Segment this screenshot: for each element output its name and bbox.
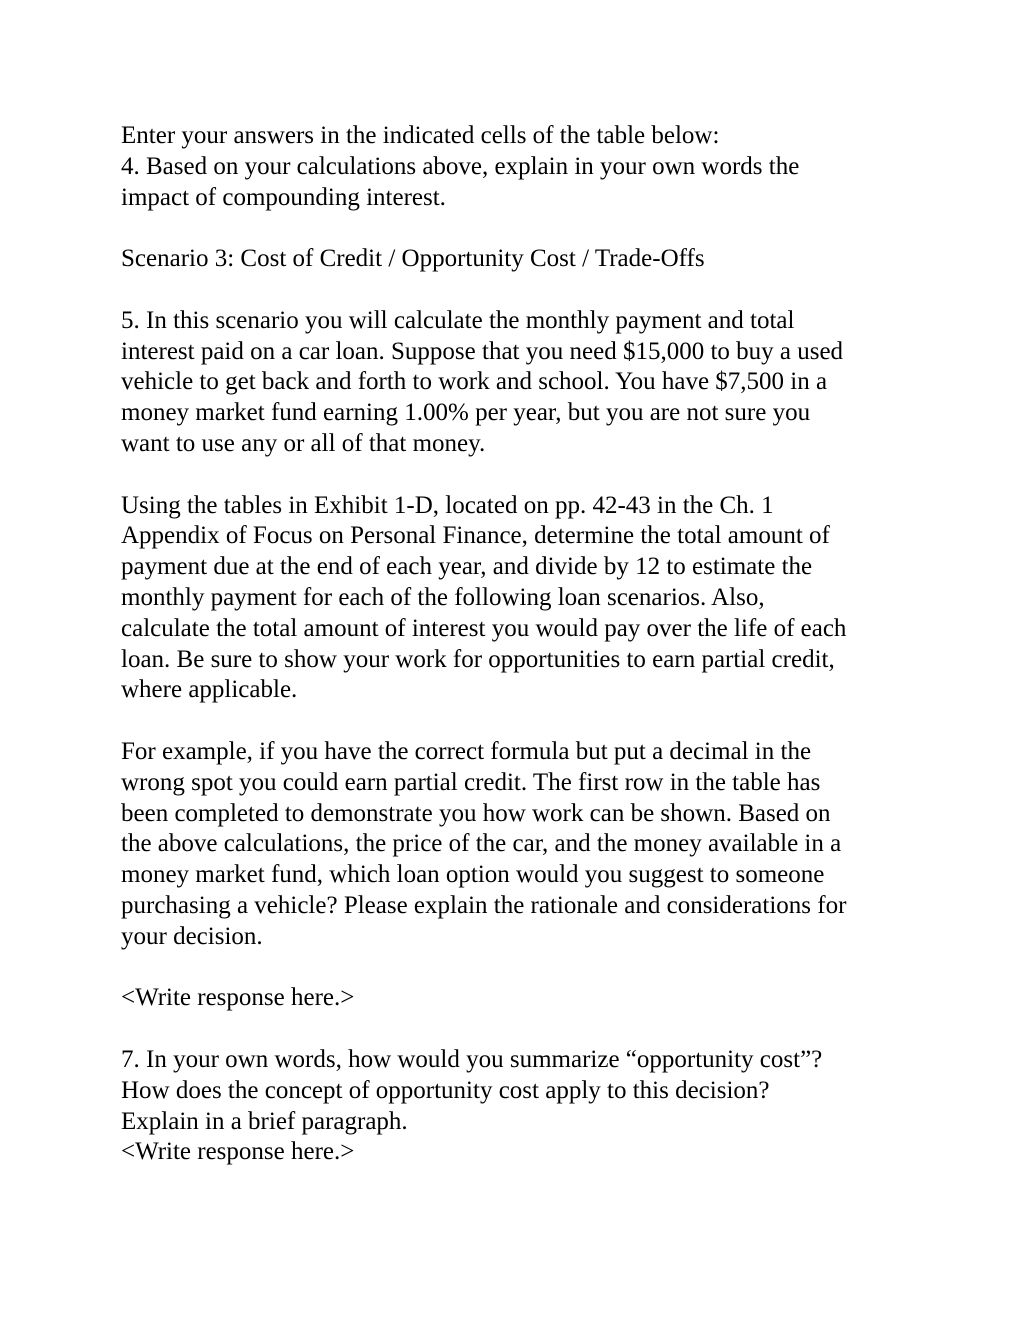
text-line: Using the tables in Exhibit 1-D, located on pp. 42-43 in the Ch. 1 bbox=[121, 491, 774, 519]
text-line: purchasing a vehicle? Please explain the rationale and considerations for bbox=[121, 891, 847, 919]
paragraph-gap bbox=[121, 213, 911, 244]
text-line: <Write response here.> bbox=[121, 984, 355, 1012]
text-line: For example, if you have the correct formula but put a decimal in the bbox=[121, 737, 812, 765]
text-line: vehicle to get back and forth to work and school. You have $7,500 in a bbox=[121, 368, 828, 396]
text-line: impact of compounding interest. bbox=[121, 183, 446, 211]
paragraph-gap bbox=[121, 275, 911, 306]
text-line: payment due at the end of each year, and divide by 12 to estimate the bbox=[121, 553, 813, 581]
paragraph-gap bbox=[121, 953, 911, 984]
text-line: loan. Be sure to show your work for opportunities to earn partial credit, bbox=[121, 645, 835, 673]
text-line: monthly payment for each of the following loan scenarios. Also, bbox=[121, 583, 765, 611]
text-line: want to use any or all of that money. bbox=[121, 429, 486, 457]
text-line: interest paid on a car loan. Suppose that you need $15,000 to buy a used bbox=[121, 337, 844, 365]
text-line: How does the concept of opportunity cost apply to this decision? bbox=[121, 1076, 770, 1104]
instructions-paragraph bbox=[121, 491, 911, 707]
text-line: Scenario 3: Cost of Credit / Opportunity Cost / Trade-Offs bbox=[121, 245, 705, 273]
text-line: <Write response here.> bbox=[121, 1138, 355, 1166]
text-line: your decision. bbox=[121, 922, 263, 950]
text-line: 7. In your own words, how would you summarize “opportunity cost”? bbox=[121, 1045, 823, 1073]
example-paragraph bbox=[121, 737, 911, 953]
paragraph-gap bbox=[121, 1014, 911, 1045]
text-line: calculate the total amount of interest you would pay over the life of each bbox=[121, 614, 847, 642]
text-line: Appendix of Focus on Personal Finance, determine the total amount of bbox=[121, 522, 830, 550]
intro-paragraph bbox=[121, 121, 911, 213]
text-line: Enter your answers in the indicated cells of the table below: bbox=[121, 122, 720, 149]
text-line: money market fund earning 1.00% per year, but you are not sure you bbox=[121, 399, 811, 427]
question-7-paragraph bbox=[121, 1045, 911, 1168]
text-line: wrong spot you could earn partial credit. The first row in the table has bbox=[121, 768, 821, 796]
document-page bbox=[121, 121, 911, 1168]
text-line: been completed to demonstrate you how work can be shown. Based on bbox=[121, 799, 831, 827]
text-line: Explain in a brief paragraph. bbox=[121, 1107, 408, 1135]
text-line: 4. Based on your calculations above, explain in your own words the bbox=[121, 152, 800, 180]
text-line: money market fund, which loan option would you suggest to someone bbox=[121, 861, 825, 889]
text-line: 5. In this scenario you will calculate the monthly payment and total bbox=[121, 306, 795, 334]
paragraph-gap bbox=[121, 706, 911, 737]
scenario-heading bbox=[121, 244, 911, 275]
text-line: where applicable. bbox=[121, 676, 298, 704]
paragraph-gap bbox=[121, 460, 911, 491]
text-line: the above calculations, the price of the car, and the money available in a bbox=[121, 830, 842, 858]
question-5-paragraph bbox=[121, 306, 911, 460]
response-placeholder bbox=[121, 983, 911, 1014]
